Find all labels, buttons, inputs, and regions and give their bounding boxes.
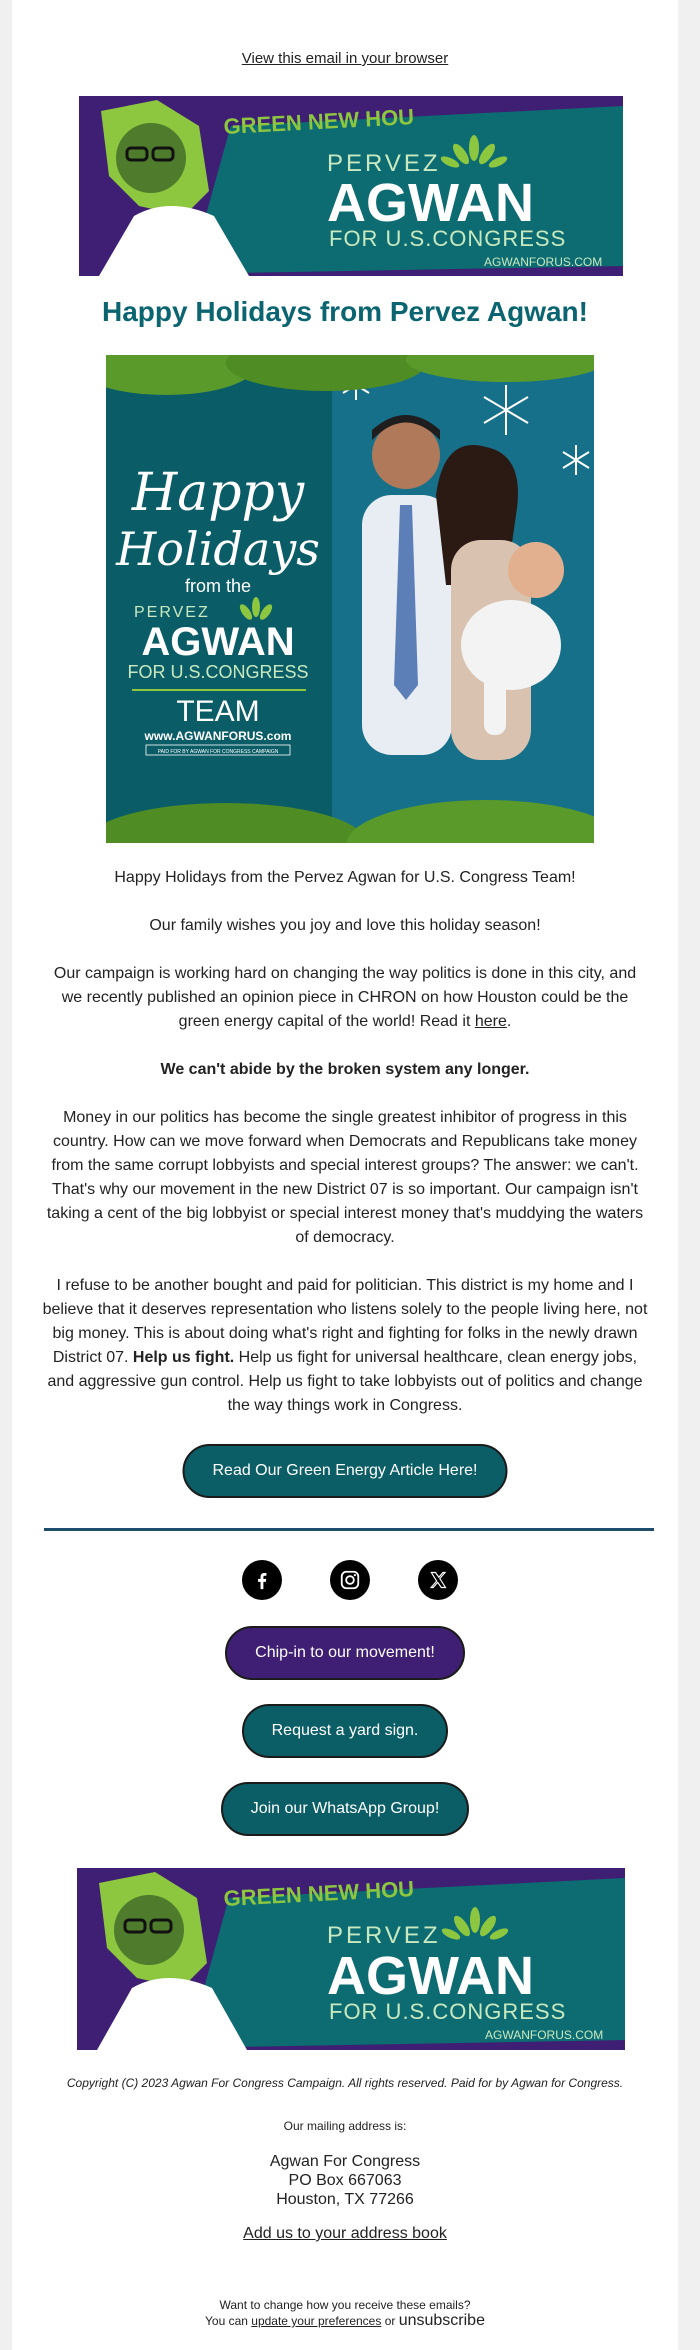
address-po-box: PO Box 667063: [288, 2172, 402, 2189]
campaign-paragraph: Our campaign is working hard on changing the way politics is done in this city, and we recently published an opinion piece in CHRON on how Houston could be the green energy capital of the world! Read it here.: [53, 965, 637, 1030]
x-twitter-link[interactable]: [418, 1560, 458, 1600]
card-from-the: from the: [184, 576, 252, 596]
top-campaign-banner: [79, 96, 623, 276]
chip-in-button[interactable]: Chip-in to our movement!: [225, 1626, 465, 1680]
card-holidays: Holidays: [116, 522, 320, 576]
mailing-address: [12, 2152, 678, 2209]
change-preferences-question: Want to change how you receive these emails?: [219, 2298, 471, 2312]
refuse-paragraph-text: I refuse to be another bought and paid for politician. This district is my home and I believe that it deserves representation who listens solely to the people living here, not big money. This is about doing what's right and fighting for folks in the newly drawn District 07.: [42, 1277, 648, 1366]
view-in-browser-link[interactable]: View this email in your browser: [241, 50, 449, 67]
broken-system-heading: We can't abide by the broken system any longer.: [160, 1061, 530, 1078]
address-book-row: [12, 2224, 678, 2244]
address-org: Agwan For Congress: [269, 2153, 421, 2170]
instagram-link[interactable]: [330, 1560, 370, 1600]
banner-site: AGWANFORUS.COM: [484, 255, 603, 269]
facebook-link[interactable]: [242, 1560, 282, 1600]
campaign-paragraph-text: Our campaign is working hard on changing the way politics is done in this city, and we recently published an opinion piece in CHRON on how Houston could be the green energy capital of the world! Read it: [53, 965, 637, 1030]
refuse-paragraph: [42, 1274, 648, 1418]
address-city: Houston, TX 77266: [276, 2191, 414, 2208]
you-can-text: You can: [205, 2314, 252, 2328]
card-happy: Happy: [131, 463, 305, 523]
card-office: FOR U.S.CONGRESS: [127, 662, 309, 682]
banner-green-new: GREEN NEW HOU: [222, 104, 415, 139]
banner-first-name: PERVEZ: [327, 150, 441, 177]
banner-last-name: AGWAN: [327, 1946, 534, 2006]
card-first-name: PERVEZ: [134, 604, 210, 621]
bottom-campaign-banner: [77, 1868, 625, 2050]
banner-first-name: PERVEZ: [327, 1922, 441, 1949]
view-in-browser-row: [12, 50, 678, 67]
greeting-paragraph: Happy Holidays from the Pervez Agwan for U.S. Congress Team!: [114, 869, 576, 886]
money-politics-paragraph: Money in our politics has become the single greatest inhibitor of progress in this country. How can we move forward when Democrats and Republicans take money from the same corrupt lobbyists and special interest groups? The answer: we can't. That's why our movement in the new District 07 is so important. Our campaign isn't taking a cent of the big lobbyist or special interest money that's muddying the waters of democracy.: [46, 1109, 644, 1246]
page-title: Happy Holidays from Pervez Agwan!: [102, 296, 588, 327]
update-preferences-link[interactable]: update your preferences: [251, 2314, 382, 2328]
card-site: www.AGWANFORUS.com: [144, 729, 292, 743]
banner-last-name: AGWAN: [327, 173, 534, 233]
x-icon: [428, 1570, 448, 1590]
copyright-text: Copyright (C) 2023 Agwan For Congress Campaign. All rights reserved. Paid for by Agwan for Congress.: [66, 2076, 624, 2090]
card-team: TEAM: [176, 695, 260, 728]
instagram-icon: [339, 1569, 361, 1591]
banner-site: AGWANFORUS.COM: [485, 2028, 604, 2042]
banner-green-new: GREEN NEW HOU: [222, 1876, 415, 1911]
add-address-book-link[interactable]: Add us to your address book: [243, 2225, 447, 2242]
help-us-fight-bold: Help us fight.: [132, 1349, 235, 1366]
preferences-row: [12, 2313, 678, 2329]
banner-office: FOR U.S.CONGRESS: [329, 1999, 567, 2024]
card-last-name: AGWAN: [141, 620, 295, 664]
unsubscribe-link[interactable]: unsubscribe: [398, 2312, 485, 2329]
mailing-address-label: Our mailing address is:: [283, 2119, 407, 2133]
or-text: or: [381, 2314, 399, 2328]
chron-article-link[interactable]: here: [474, 1013, 507, 1030]
facebook-icon: [251, 1569, 273, 1591]
yard-sign-button[interactable]: Request a yard sign.: [242, 1704, 448, 1758]
green-energy-article-button[interactable]: Read Our Green Energy Article Here!: [183, 1444, 508, 1498]
banner-office: FOR U.S.CONGRESS: [329, 226, 567, 251]
card-paid-for: PAID FOR BY AGWAN FOR CONGRESS CAMPAIGN: [157, 749, 279, 755]
email-page: [12, 0, 678, 2350]
refuse-paragraph-text-2: Help us fight for universal healthcare, clean energy jobs, and aggressive gun control. Help us fight to take lobbyists out of politics and change the way things work in Congress.: [47, 1349, 643, 1414]
holiday-hero-image: [106, 355, 594, 843]
wishes-paragraph: Our family wishes you joy and love this holiday season!: [149, 917, 541, 934]
section-divider: [44, 1528, 654, 1531]
whatsapp-group-button[interactable]: Join our WhatsApp Group!: [221, 1782, 469, 1836]
